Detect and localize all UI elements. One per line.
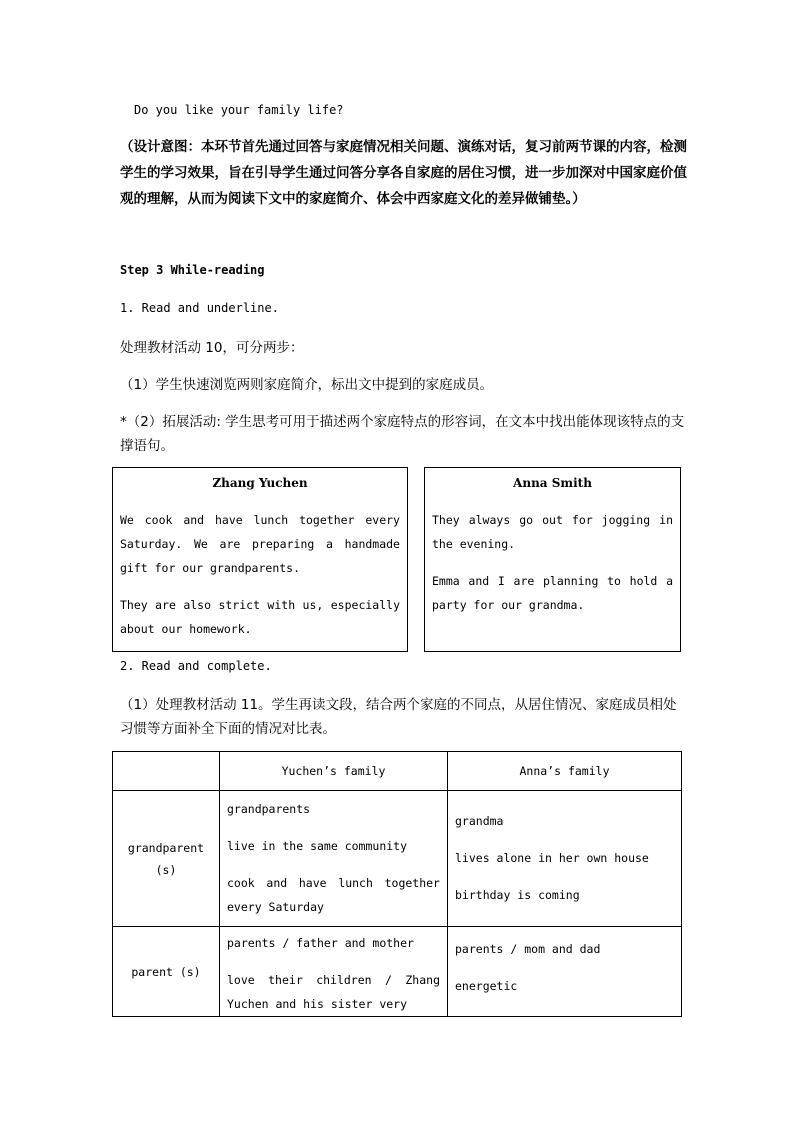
task1-title: 1. Read and underline. xyxy=(120,301,279,315)
zhang-yuchen-box xyxy=(112,467,408,652)
list-item: grandma xyxy=(455,814,504,828)
list-item: parents / mom and dad xyxy=(455,942,601,956)
comparison-table xyxy=(112,751,682,1017)
anna-smith-para1: They always go out for jogging in the evening. xyxy=(432,513,673,551)
anna-smith-title: Anna Smith xyxy=(513,476,592,490)
zhang-yuchen-para1: We cook and have lunch together every Saturday. We are preparing a handmade gift for our grandparents. xyxy=(120,513,400,575)
row-label-grandparents: grandparent (s) xyxy=(113,791,220,927)
zhang-yuchen-para2: They are also strict with us, especially about our homework. xyxy=(120,598,400,636)
table-row xyxy=(113,791,682,927)
task1-description: 处理教材活动 10，可分两步： xyxy=(120,340,304,356)
anna-smith-para2: Emma and I are planning to hold a party for our grandma. xyxy=(432,574,673,612)
anna-parents-cell xyxy=(448,927,682,1017)
table-header-row xyxy=(113,752,682,791)
anna-smith-box xyxy=(424,467,681,652)
question-line: Do you like your family life? xyxy=(134,103,344,117)
list-item: parents / father and mother xyxy=(227,936,414,950)
list-item: energetic xyxy=(455,979,518,993)
step-title: Step 3 While-reading xyxy=(120,263,265,277)
yuchen-grandparents-cell xyxy=(220,791,448,927)
list-item: cook and have lunch together every Saturday xyxy=(227,876,440,914)
list-item: live in the same community xyxy=(227,839,408,853)
task1-step1: （1）学生快速浏览两则家庭简介，标出文中提到的家庭成员。 xyxy=(120,377,494,393)
table-row xyxy=(113,927,682,1017)
yuchen-parents-cell xyxy=(220,927,448,1017)
task2-description: （1）处理教材活动 11。学生再读文段，结合两个家庭的不同点，从居住情况、家庭成员相处习惯等方面补全下面的情况对比表。 xyxy=(120,697,677,737)
design-intent: （设计意图：本环节首先通过回答与家庭情况相关问题、演练对话，复习前两节课的内容，检测学生的学习效果，旨在引导学生通过问答分享各自家庭的居住习惯，进一步加深对中国家庭价值观的理解，从而为阅读下文中的家庭简介、体会中西家庭文化的差异做铺垫。） xyxy=(120,139,687,207)
anna-grandparents-cell xyxy=(448,791,682,927)
list-item: birthday is coming xyxy=(455,888,580,902)
table-header-empty xyxy=(113,752,220,791)
task1-step2: *（2）拓展活动: 学生思考可用于描述两个家庭特点的形容词，在文本中找出能体现该特点的支撑语句。 xyxy=(120,414,685,454)
list-item: grandparents xyxy=(227,802,311,816)
task2-title: 2. Read and complete. xyxy=(120,659,272,673)
list-item: lives alone in her own house xyxy=(455,851,649,865)
row-label-parents: parent (s) xyxy=(113,927,220,1017)
table-header-yuchen: Yuchen’s family xyxy=(220,752,448,791)
list-item: love their children / Zhang Yuchen and his sister very xyxy=(227,973,440,1011)
table-header-anna: Anna’s family xyxy=(448,752,682,791)
zhang-yuchen-title: Zhang Yuchen xyxy=(212,476,308,490)
